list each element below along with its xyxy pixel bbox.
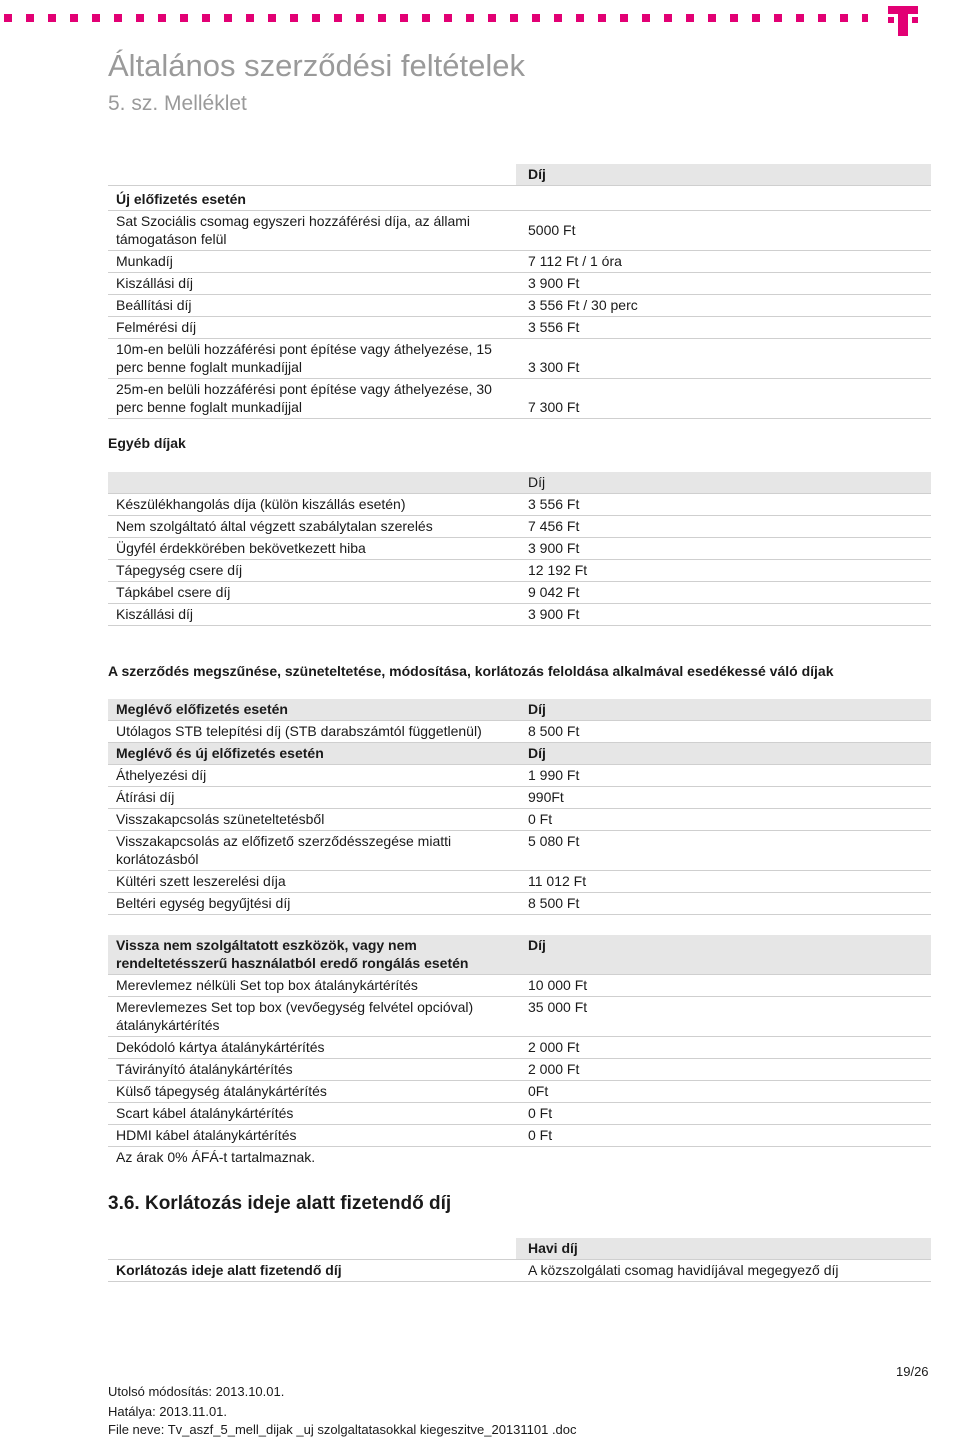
table-row bbox=[108, 582, 931, 604]
fee-label: Tápegység csere díj bbox=[108, 560, 516, 582]
fee-column-header: Díj bbox=[516, 935, 931, 975]
other-fees-table bbox=[108, 472, 931, 626]
table-row bbox=[108, 831, 931, 871]
table-row bbox=[108, 494, 931, 516]
returns-section-label: Vissza nem szolgáltatott eszközök, vagy nem rendeltetésszerű használatból eredő rongálás esetén bbox=[108, 935, 516, 975]
restriction-fee-label: Korlátozás ideje alatt fizetendő díj bbox=[108, 1260, 516, 1282]
existing-subscription-label: Meglévő előfizetés esetén bbox=[108, 699, 516, 721]
table-row bbox=[108, 1059, 931, 1081]
fee-label: Ügyfél érdekkörében bekövetkezett hiba bbox=[108, 538, 516, 560]
page-number: 19/26 bbox=[896, 1364, 929, 1379]
fee-label: Kiszállási díj bbox=[108, 273, 516, 295]
fee-value: 10 000 Ft bbox=[516, 975, 931, 997]
table-row bbox=[108, 871, 931, 893]
table-header-row bbox=[108, 743, 931, 765]
fee-label: Átírási díj bbox=[108, 787, 516, 809]
table-row bbox=[108, 604, 931, 626]
fee-value: 3 556 Ft bbox=[516, 317, 931, 339]
fee-label: Sat Szociális csomag egyszeri hozzáférési díja, az állami támogatáson felül bbox=[108, 211, 516, 251]
device-damage-fees-table bbox=[108, 935, 931, 1168]
fee-label: Visszakapcsolás szüneteltetésből bbox=[108, 809, 516, 831]
fee-value: 990Ft bbox=[516, 787, 931, 809]
fee-label: Merevlemezes Set top box (vevőegység felvétel opcióval) átalánykártérítés bbox=[108, 997, 516, 1037]
fee-value: 11 012 Ft bbox=[516, 871, 931, 893]
table-row bbox=[108, 721, 931, 743]
table-header-row bbox=[108, 699, 931, 721]
document-subtitle: 5. sz. Melléklet bbox=[108, 92, 247, 115]
fee-label: Dekódoló kártya átalánykártérítés bbox=[108, 1037, 516, 1059]
termination-fees-heading: A szerződés megszűnése, szüneteltetése, módosítása, korlátozás feloldása alkalmával esedékessé váló díjak bbox=[108, 663, 834, 679]
fee-value: 5000 Ft bbox=[516, 211, 931, 251]
table-row bbox=[108, 295, 931, 317]
table-row bbox=[108, 1037, 931, 1059]
table-header-row bbox=[108, 935, 931, 975]
fee-value: 7 300 Ft bbox=[516, 379, 931, 419]
fee-label: Áthelyezési díj bbox=[108, 765, 516, 787]
note-row bbox=[108, 1147, 931, 1169]
table-row bbox=[108, 997, 931, 1037]
fee-label: Scart kábel átalánykártérítés bbox=[108, 1103, 516, 1125]
fee-value: 7 112 Ft / 1 óra bbox=[516, 251, 931, 273]
fee-label: Utólagos STB telepítési díj (STB darabszámtól függetlenül) bbox=[108, 721, 516, 743]
fee-value: 12 192 Ft bbox=[516, 560, 931, 582]
fee-value: 2 000 Ft bbox=[516, 1059, 931, 1081]
fee-label: HDMI kábel átalánykártérítés bbox=[108, 1125, 516, 1147]
fee-label: Tápkábel csere díj bbox=[108, 582, 516, 604]
fee-value: 9 042 Ft bbox=[516, 582, 931, 604]
fee-label: Visszakapcsolás az előfizető szerződésszegése miatti korlátozásból bbox=[108, 831, 516, 871]
table-row bbox=[108, 893, 931, 915]
fee-value: 3 900 Ft bbox=[516, 604, 931, 626]
termination-fees-table bbox=[108, 699, 931, 915]
fee-label: 25m-en belüli hozzáférési pont építése vagy áthelyezése, 30 perc benne foglalt munkadíjjal bbox=[108, 379, 516, 419]
table-row bbox=[108, 560, 931, 582]
table-row bbox=[108, 317, 931, 339]
table-row bbox=[108, 379, 931, 419]
fee-column-header: Díj bbox=[516, 743, 931, 765]
table-row bbox=[108, 1103, 931, 1125]
restriction-heading: 3.6. Korlátozás ideje alatt fizetendő díj bbox=[108, 1193, 452, 1214]
fee-label: 10m-en belüli hozzáférési pont építése vagy áthelyezése, 15 perc benne foglalt munkadíjjal bbox=[108, 339, 516, 379]
table-row bbox=[108, 765, 931, 787]
fee-label: Felmérési díj bbox=[108, 317, 516, 339]
vat-note: Az árak 0% ÁFÁ-t tartalmaznak. bbox=[116, 1149, 316, 1165]
section-label-row bbox=[108, 186, 931, 211]
table-row bbox=[108, 975, 931, 997]
fee-label: Külső tápegység átalánykártérítés bbox=[108, 1081, 516, 1103]
fee-label: Kiszállási díj bbox=[108, 604, 516, 626]
fee-column-header: Díj bbox=[516, 164, 931, 186]
other-fees-heading: Egyéb díjak bbox=[108, 435, 186, 451]
monthly-fee-header: Havi díj bbox=[516, 1238, 931, 1260]
table-header-row bbox=[108, 472, 931, 494]
fee-value: 3 300 Ft bbox=[516, 339, 931, 379]
fee-label: Távirányító átalánykártérítés bbox=[108, 1059, 516, 1081]
fee-value: 3 556 Ft bbox=[516, 494, 931, 516]
fee-value: 3 900 Ft bbox=[516, 538, 931, 560]
fee-value: 5 080 Ft bbox=[516, 831, 931, 871]
table-row bbox=[108, 1260, 931, 1282]
table-row bbox=[108, 273, 931, 295]
brand-dot-strip bbox=[0, 14, 868, 22]
fee-label: Munkadíj bbox=[108, 251, 516, 273]
fee-value: 2 000 Ft bbox=[516, 1037, 931, 1059]
fee-value: 35 000 Ft bbox=[516, 997, 931, 1037]
fee-column-header: Díj bbox=[516, 472, 931, 494]
fee-label: Merevlemez nélküli Set top box átalánykártérítés bbox=[108, 975, 516, 997]
existing-and-new-subscription-label: Meglévő és új előfizetés esetén bbox=[108, 743, 516, 765]
fee-value: 8 500 Ft bbox=[516, 721, 931, 743]
fee-value: 0 Ft bbox=[516, 809, 931, 831]
fee-value: 0 Ft bbox=[516, 1125, 931, 1147]
restriction-fee-value: A közszolgálati csomag havidíjával megegyező díj bbox=[516, 1260, 931, 1282]
fee-column-header: Díj bbox=[516, 699, 931, 721]
fee-label: Beltéri egység begyűjtési díj bbox=[108, 893, 516, 915]
fee-value: 3 556 Ft / 30 perc bbox=[516, 295, 931, 317]
table-row bbox=[108, 787, 931, 809]
fee-value: 0Ft bbox=[516, 1081, 931, 1103]
table-row bbox=[108, 1125, 931, 1147]
table-row bbox=[108, 1081, 931, 1103]
table-row bbox=[108, 516, 931, 538]
fee-label: Beállítási díj bbox=[108, 295, 516, 317]
fee-value: 3 900 Ft bbox=[516, 273, 931, 295]
new-subscription-fee-table bbox=[108, 164, 931, 419]
table-row bbox=[108, 809, 931, 831]
file-name: File neve: Tv_aszf_5_mell_dijak _uj szolgaltatasokkal kiegeszitve_20131101 .doc bbox=[108, 1422, 577, 1437]
fee-value: 1 990 Ft bbox=[516, 765, 931, 787]
document-title: Általános szerződési feltételek bbox=[108, 48, 526, 83]
fee-value: 0 Ft bbox=[516, 1103, 931, 1125]
restriction-fee-table bbox=[108, 1238, 931, 1282]
fee-label: Készülékhangolás díja (külön kiszállás esetén) bbox=[108, 494, 516, 516]
telekom-t-logo-icon bbox=[888, 2, 918, 38]
table-row bbox=[108, 538, 931, 560]
table-row bbox=[108, 251, 931, 273]
table-header-row bbox=[108, 164, 931, 186]
new-subscription-label: Új előfizetés esetén bbox=[108, 186, 516, 211]
fee-value: 8 500 Ft bbox=[516, 893, 931, 915]
last-modified: Utolsó módosítás: 2013.10.01. bbox=[108, 1384, 285, 1399]
table-header-row bbox=[108, 1238, 931, 1260]
table-row bbox=[108, 211, 931, 251]
fee-label: Kültéri szett leszerelési díja bbox=[108, 871, 516, 893]
fee-label: Nem szolgáltató által végzett szabálytalan szerelés bbox=[108, 516, 516, 538]
fee-value: 7 456 Ft bbox=[516, 516, 931, 538]
effective-date: Hatálya: 2013.11.01. bbox=[108, 1404, 228, 1419]
table-row bbox=[108, 339, 931, 379]
